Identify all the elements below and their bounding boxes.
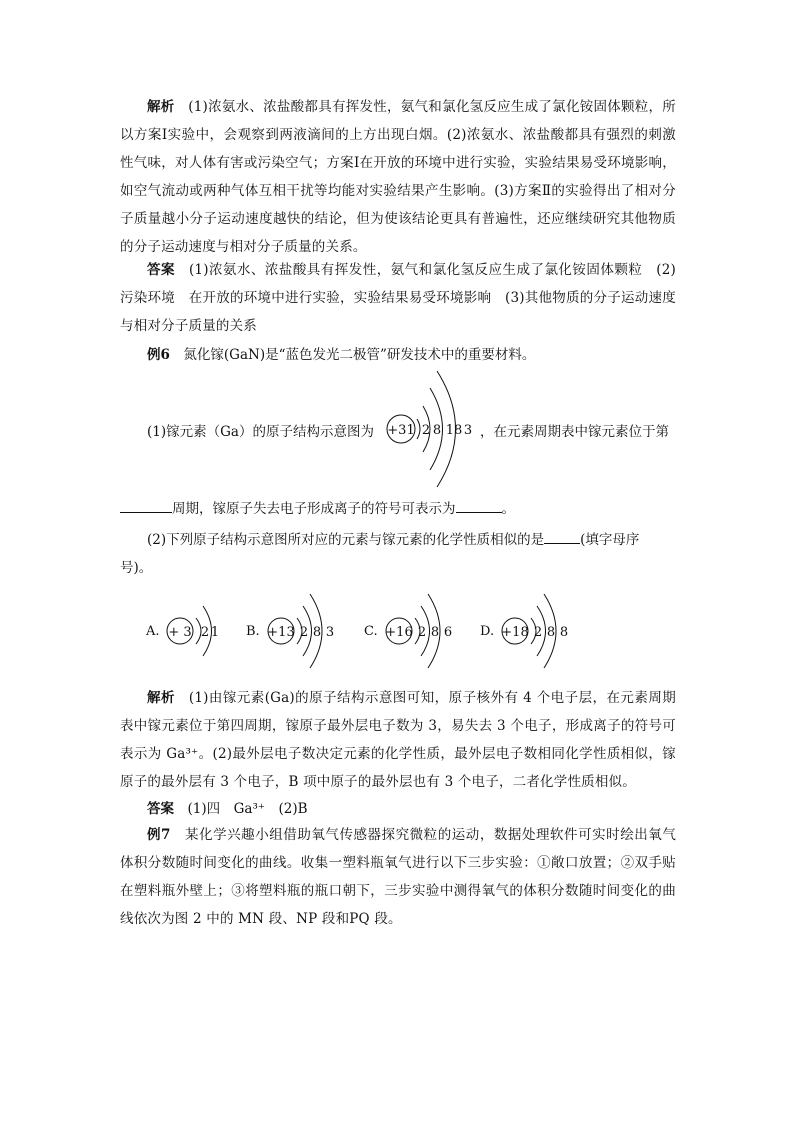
answer-paragraph-2: [147, 797, 308, 817]
analysis-text: (1)由镓元素(Ga)的原子结构示意图可知，原子核外有 4 个电子层，在元素周期表中镓元素位于第四周期，镓原子最外层电子数为 3，易失去 3 个电子，形成离子的符号可表示为 Ga³⁺。(2)最外层电子数决定元素的化学性质，最外层电子数相同化学性质相似，镓原子的最外层有 3 个电子，B 项中原子的最外层也有 3 个电子，二者化学性质相似。: [120, 690, 677, 790]
option-b-diagram: [246, 594, 334, 668]
option-c-shell-count-3: 6: [443, 625, 453, 640]
ga-shell-count-3: 18: [445, 423, 463, 438]
answer-text: (1)浓氨水、浓盐酸具有挥发性，氨气和氯化氢反应生成了氯化铵固体颗粒 (2)污染环境 在开放的环境中进行实验，实验结果易受环境影响 (3)其他物质的分子运动速度与相对分子质量的关系: [120, 262, 676, 334]
ga-shell-count-4: 3: [463, 423, 473, 438]
analysis-paragraph-2: [120, 684, 676, 796]
options-diagram-row: [140, 588, 600, 674]
answer-blank-ion-symbol[interactable]: [456, 498, 502, 513]
answer-paragraph-1: [120, 256, 676, 340]
option-c-diagram: [364, 594, 452, 668]
ga-shell-count-2: 8: [432, 423, 442, 438]
example-6-heading: [147, 343, 535, 363]
option-b-letter: B.: [246, 624, 260, 639]
question-1-text-before: (1)镓元素（Ga）的原子结构示意图为: [147, 424, 374, 440]
question-2-line-2: 号)。: [120, 560, 153, 576]
answer-blank-choice[interactable]: [544, 529, 580, 544]
ga-nucleus-charge: +31: [387, 423, 415, 438]
option-a-shell-count-1: 2: [200, 625, 210, 640]
question-1-line-2: [120, 497, 515, 517]
option-b-nucleus-charge: +13: [267, 625, 295, 640]
example-label: 例7: [147, 827, 171, 843]
answer-text: (1)四 Ga³⁺ (2)B: [187, 801, 308, 817]
answer-label: 答案: [147, 262, 175, 278]
option-d-letter: D.: [480, 624, 495, 639]
ga-atom-structure-diagram: [380, 366, 490, 496]
answer-blank-period[interactable]: [120, 498, 172, 513]
answer-label: 答案: [147, 801, 174, 817]
example-label: 例6: [147, 347, 170, 363]
option-b-shell-count-3: 3: [325, 625, 335, 640]
option-d-shell-count-3: 8: [559, 625, 569, 640]
analysis-text: (1)浓氨水、浓盐酸都具有挥发性，氨气和氯化氢反应生成了氯化铵固体颗粒，所以方案Ⅰ实验中，会观察到两液滴间的上方出现白烟。(2)浓氨水、浓盐酸都具有强烈的刺激性气味，对人体有害或污染空气；方案Ⅰ在开放的环境中进行实验，实验结果易受环境影响，如空气流动或两种气体互相干扰等均能对实验结果产生影响。(3)方案Ⅱ的实验得出了相对分子质量越小分子运动速度越快的结论，但为使该结论更具有普遍性，还应继续研究其他物质的分子运动速度与相对分子质量的关系。: [120, 99, 676, 255]
question-1-text-after: ，在元素周期表中镓元素位于第: [480, 424, 669, 440]
option-a-diagram: [145, 606, 219, 656]
analysis-label: 解析: [147, 99, 175, 115]
option-a-nucleus-charge: + 3: [168, 625, 192, 640]
analysis-label: 解析: [147, 690, 175, 706]
option-d-nucleus-charge: +18: [501, 625, 529, 640]
analysis-paragraph-1: [120, 93, 676, 261]
option-c-nucleus-charge: +16: [385, 625, 413, 640]
option-b-shell-count-1: 2: [299, 625, 309, 640]
question-1-line-2-text: 周期，镓原子失去电子形成离子的符号可表示为: [172, 501, 456, 517]
ga-shell-count-1: 2: [421, 423, 431, 438]
question-1-line-2-end: 。: [501, 501, 515, 517]
option-a-letter: A.: [146, 624, 160, 639]
question-2-text: (2)下列原子结构示意图所对应的元素与镓元素的化学性质相似的是: [147, 532, 545, 548]
example-text: 氮化镓(GaN)是“蓝色发光二极管”研发技术中的重要材料。: [183, 347, 536, 363]
example-7-paragraph: [120, 821, 676, 933]
question-2-text-tail: (填字母序: [580, 532, 640, 548]
option-c-shell-count-2: 8: [430, 625, 440, 640]
example-text: 某化学兴趣小组借助氧气传感器探究微粒的运动，数据处理软件可实时绘出氧气体积分数随时间变化的曲线。收集一塑料瓶氧气进行以下三步实验：①敞口放置；②双手贴在塑料瓶外壁上；③将塑料瓶的瓶口朝下，三步实验中测得氧气的体积分数随时间变化的曲线依次为图 2 中的 MN 段、NP 段和PQ 段。: [120, 827, 677, 927]
option-a-shell-count-2: 1: [210, 625, 220, 640]
question-2-line-1: [147, 528, 639, 548]
option-c-shell-count-1: 2: [417, 625, 427, 640]
option-d-shell-count-1: 2: [533, 625, 543, 640]
ga-shell-arc-1: [417, 419, 420, 439]
option-d-shell-count-2: 8: [546, 625, 556, 640]
option-c-letter: C.: [364, 624, 378, 639]
option-d-diagram: [480, 594, 568, 668]
option-b-shell-count-2: 8: [312, 625, 322, 640]
